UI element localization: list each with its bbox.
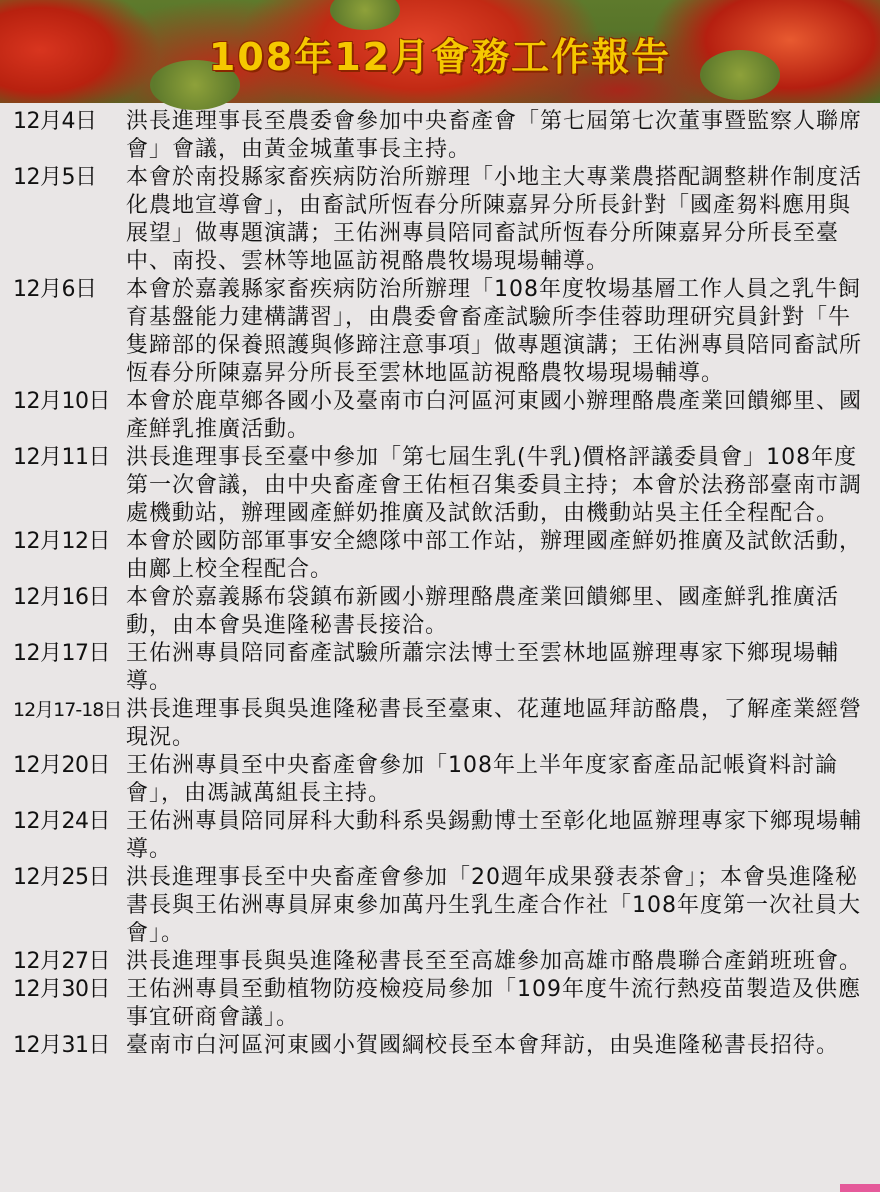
entry-date: 12月16日 <box>13 585 110 610</box>
list-item <box>0 108 880 164</box>
list-item <box>0 444 880 528</box>
list-item <box>0 948 880 976</box>
entry-date: 12月11日 <box>13 445 110 470</box>
entry-date: 12月25日 <box>13 865 110 890</box>
entry-text: 臺南市白河區河東國小賀國綱校長至本會拜訪，由吳進隆秘書長招待。 <box>126 1033 840 1058</box>
entry-text: 洪長進理事長至農委會參加中央畜產會「第七屆第七次董事暨監察人聯席會」會議，由黃金城董事長主持。 <box>126 109 863 162</box>
corner-accent <box>840 1184 880 1192</box>
entry-text: 洪長進理事長至臺中參加「第七屆生乳(牛乳)價格評議委員會」108年度第一次會議，由中央畜產會王佑桓召集委員主持；本會於法務部臺南市調處機動站，辦理國產鮮奶推廣及試飲活動，由機動站吳主任全程配合。 <box>126 445 863 526</box>
report-list <box>0 108 880 1060</box>
entry-date: 12月20日 <box>13 753 110 778</box>
entry-text: 王佑洲專員陪同畜產試驗所蕭宗法博士至雲林地區辦理專家下鄉現場輔導。 <box>126 641 840 694</box>
entry-date: 12月4日 <box>13 109 97 134</box>
entry-date: 12月30日 <box>13 977 110 1002</box>
list-item <box>0 584 880 640</box>
entry-date: 12月24日 <box>13 809 110 834</box>
list-item <box>0 640 880 696</box>
entry-text: 王佑洲專員至中央畜產會參加「108年上半年度家畜產品記帳資料討論會」，由馮誠萬組長主持。 <box>126 753 838 806</box>
entry-date: 12月12日 <box>13 529 110 554</box>
list-item <box>0 528 880 584</box>
entry-text: 本會於嘉義縣布袋鎮布新國小辦理酪農產業回饋鄉里、國產鮮乳推廣活動，由本會吳進隆秘書長接洽。 <box>126 585 840 638</box>
entry-text: 本會於嘉義縣家畜疾病防治所辦理「108年度牧場基層工作人員之乳牛飼育基盤能力建構講習」，由農委會畜產試驗所李佳蓉助理研究員針對「牛隻蹄部的保養照護與修蹄注意事項」做專題演講；王佑洲專員陪同畜試所恆春分所陳嘉昇分所長至雲林地區訪視酪農牧場現場輔導。 <box>126 277 863 386</box>
list-item <box>0 808 880 864</box>
entry-text: 本會於鹿草鄉各國小及臺南市白河區河東國小辦理酪農產業回饋鄉里、國產鮮乳推廣活動。 <box>126 389 863 442</box>
entry-date: 12月27日 <box>13 949 110 974</box>
entry-date: 12月17-18日 <box>13 699 122 721</box>
list-item <box>0 752 880 808</box>
entry-date: 12月17日 <box>13 641 110 666</box>
list-item <box>0 388 880 444</box>
entry-date: 12月5日 <box>13 165 97 190</box>
list-item <box>0 164 880 276</box>
entry-date: 12月10日 <box>13 389 110 414</box>
list-item <box>0 696 880 752</box>
entry-text: 本會於國防部軍事安全總隊中部工作站，辦理國產鮮奶推廣及試飲活動，由鄺上校全程配合。 <box>126 529 863 582</box>
list-item <box>0 864 880 948</box>
list-item <box>0 976 880 1032</box>
header-banner <box>0 0 880 103</box>
entry-text: 洪長進理事長與吳進隆秘書長至至高雄參加高雄市酪農聯合產銷班班會。 <box>126 949 863 974</box>
list-item <box>0 1032 880 1060</box>
entry-text: 洪長進理事長與吳進隆秘書長至臺東、花蓮地區拜訪酪農，了解產業經營現況。 <box>126 697 863 750</box>
list-item <box>0 276 880 388</box>
entry-text: 洪長進理事長至中央畜產會參加「20週年成果發表茶會」；本會吳進隆秘書長與王佑洲專員屏東參加萬丹生乳生產合作社「108年度第一次社員大會」。 <box>126 865 861 946</box>
entry-date: 12月6日 <box>13 277 97 302</box>
entry-text: 王佑洲專員陪同屏科大動科系吳錫勳博士至彰化地區辦理專家下鄉現場輔導。 <box>126 809 863 862</box>
entry-text: 王佑洲專員至動植物防疫檢疫局參加「109年度牛流行熱疫苗製造及供應事宜研商會議」。 <box>126 977 861 1030</box>
entry-date: 12月31日 <box>13 1033 110 1058</box>
page-title: 108年12月會務工作報告 <box>208 35 672 79</box>
entry-text: 本會於南投縣家畜疾病防治所辦理「小地主大專業農搭配調整耕作制度活化農地宣導會」，由畜試所恆春分所陳嘉昇分所長針對「國產芻料應用與展望」做專題演講；王佑洲專員陪同畜試所恆春分所陳嘉昇分所長至臺中、南投、雲林等地區訪視酪農牧場現場輔導。 <box>126 165 863 274</box>
